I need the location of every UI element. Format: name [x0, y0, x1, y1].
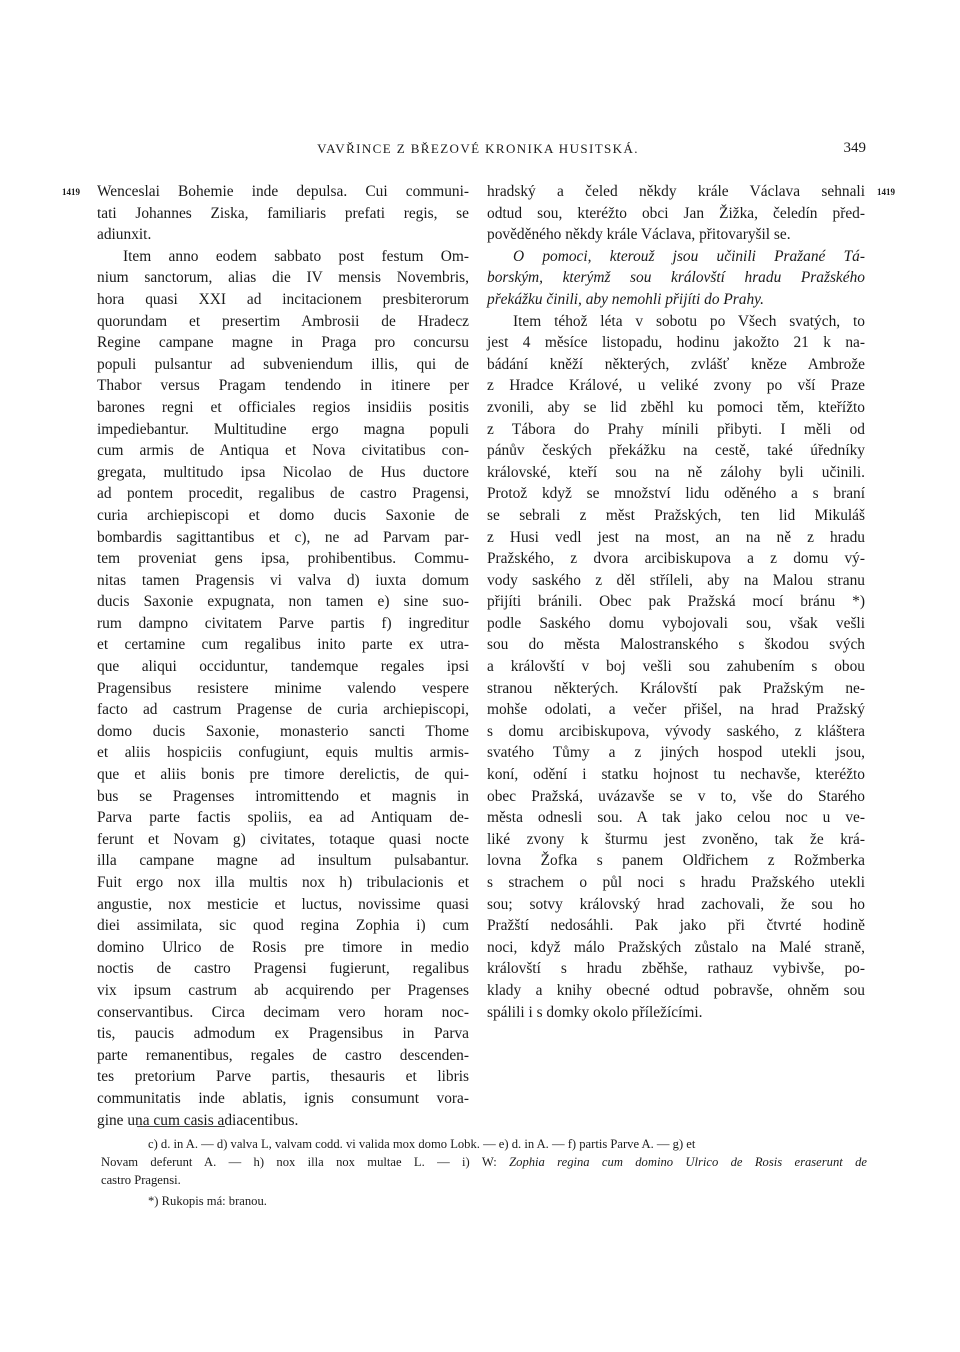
footnote-line-2a: Novam deferunt A. — h) nox illa nox multae L. — i) W: [101, 1155, 497, 1169]
czech-line: jest 4 měsíce listopadu, hodinu jakožto 21 k na- [487, 334, 865, 352]
czech-line: sou; sotvy královský hrad zachovali, že sou ho [487, 895, 865, 913]
latin-line: Fuit ergo nox illa multis nox h) tribulacionis et [97, 874, 469, 891]
czech-line: podle Saského domu vybojovali sou, však vešli [487, 614, 865, 632]
latin-line: ferunt et Novam g) civitates, totaque quasi nocte [97, 830, 469, 848]
latin-line: barones regni et officiales regios insidiis positis [97, 398, 469, 416]
latin-line: Parva parte factis spoliis, ea ad Antiquam de- [97, 809, 469, 827]
czech-line: z Hradce Králové, u veliké zvony po vší Praze [487, 377, 865, 395]
czech-line: vody saského z děl stříleli, aby na Malou stranu [487, 571, 865, 589]
latin-line: tem proveniat gens ipsa, prohibentibus. Commu- [97, 550, 469, 568]
czech-line: koní, odění i statku hojnost tu nechavše, kteréžto [487, 766, 865, 784]
running-title: VAVŘINCE Z BŘEZOVÉ KRONIKA HUSITSKÁ. [317, 141, 639, 156]
czech-line: svatého Tůmy a z jiných hospod utekli jsou, [487, 744, 865, 762]
latin-line: bombardis sagittantibus et c), ne ad Parvam par- [97, 528, 469, 546]
footnote-rukopis: *) Rukopis má: branou. [148, 1194, 267, 1208]
latin-line: Item anno eodem sabbato post festum Om- [123, 247, 469, 265]
czech-line: přijíti bránili. Obec pak Pražská mocí bránu *) [487, 593, 865, 611]
latin-line: rum dampno civitatem Parve partis f) ingreditur [97, 614, 469, 632]
latin-line: gregata, multitudo ipsa Nicolao de Hus ductore [97, 463, 469, 481]
latin-line: et aliis hospiciis confugiunt, equis multis armis- [97, 744, 469, 762]
czech-line: Item téhož léta v sobotu po Všech svatých, to [513, 312, 865, 330]
latin-line: ad pontem procedit, regalibus de castro Pragensi, [97, 485, 469, 503]
footnote-line-3: castro Pragensi. [101, 1173, 181, 1187]
latin-line: tati Johannes Ziska, familiaris prefati regis, se [97, 204, 469, 222]
latin-line: vix ipsum castrum ab acquirendo per Pragenses [97, 981, 469, 999]
czech-line: hradský a čeled někdy krále Václava sehnali [487, 183, 865, 200]
latin-line: tes pretorium Parve partis, thesauris et libris [97, 1068, 469, 1086]
latin-line: facto ad castrum Pragense de curia archiepiscopi, [97, 701, 469, 719]
czech-line: zvonili, aby se lid zběhl ku pomoci těm, kteřížto [487, 398, 865, 416]
czech-line: Protož když se množství lidu oděného a s braní [487, 485, 865, 503]
latin-line: illa campane magne ad insultum pulsabantur. [97, 852, 469, 870]
latin-line: quorundam et presertim Ambrosii de Hradecz [97, 312, 469, 330]
czech-line: města odnesli sou. A tak jako celou noc u ve- [487, 809, 865, 827]
czech-line: pověděného někdy krále Václava, přitovaryšil se. [487, 226, 791, 244]
czech-line: z Husi vedl jest na most, an na ně z hradu [487, 528, 865, 546]
latin-line: Regine campane magne in Praga pro concursu [97, 334, 469, 352]
czech-line: a královští v boj vešli sou zahubením s obou [487, 658, 865, 676]
latin-line: conservantibus. Circa decimam vero horam noc- [97, 1003, 469, 1021]
latin-line: curia archiepiscopi et domo ducis Saxonie de [97, 506, 469, 524]
czech-line: Pražského, z dvora arcibiskupova a z domu vý- [487, 550, 865, 568]
latin-line: ducis Saxonie expugnata, non tamen e) sine suo- [97, 593, 469, 611]
latin-line: populi pulsantur ad subveniendum illis, qui de [97, 355, 469, 373]
czech-column [487, 181, 865, 1023]
czech-line: stranou některých. Královští pak Pražským ne- [487, 679, 865, 697]
latin-line: adiunxit. [97, 226, 152, 244]
czech-line: s strachem o půl noci s hradu Pražského utekli [487, 874, 865, 891]
latin-line: que et aliis bonis pre timore derelictis, de qui- [97, 766, 469, 784]
footnote-line-1: c) d. in A. — d) valva L, valvam codd. vi valida mox domo Lobk. — e) d. in A. — f) partis Parve A. — g) et [148, 1137, 696, 1151]
czech-line: z Tábora do Prahy mínili přibyti. I měli od [487, 420, 865, 438]
czech-line: královské, kteří sou na ně zálohy byli učinili. [487, 463, 865, 481]
czech-line: noci, když málo Pražských zůstalo na Malé straně, [487, 938, 865, 956]
running-head [86, 141, 870, 163]
czech-line: pánův českých překážku na cestě, také úředníky [487, 442, 865, 460]
latin-column [97, 181, 469, 1131]
czech-line: klady a knihy obecné odtud pobravše, ohněm sou [487, 981, 865, 999]
czech-line: liké zvony k šturmu jest zvoněno, tak že krá- [487, 830, 865, 848]
czech-line: překážku činili, aby nemohli přijíti do Prahy. [487, 290, 764, 308]
latin-line: parte remanentibus, regales de castro descenden- [97, 1046, 469, 1064]
latin-line: que aliqui occiduntur, tandemque regales ipsi [97, 658, 469, 676]
latin-line: bus se Pragenses intromittendo et magnis in [97, 787, 469, 805]
latin-line: cum armis de Antiqua et Nova civitatibus con- [97, 442, 469, 460]
czech-line: bádání kněží některých, zvlášť kněze Ambrože [487, 355, 865, 373]
czech-line: královští s hradu zběhše, rathauz vybivše, po- [487, 960, 865, 978]
latin-line: impediebantur. Multitudine ergo magna populi [97, 420, 469, 438]
latin-line: Thabor versus Pragam tendendo in itinere per [97, 377, 469, 395]
czech-line: odtud sou, kteréžto obci Jan Žižka, čeledín před- [487, 204, 865, 222]
latin-line: diei assimilata, sic quod regina Zophia i) cum [97, 917, 469, 935]
latin-line: hora quasi XXI ad incitacionem presbiterorum [97, 290, 469, 308]
czech-line: Pražští nedosáhli. Pak jako při čtvrté hodině [487, 917, 865, 935]
page-number: 349 [843, 140, 866, 156]
margin-year-right: 1419 [877, 187, 895, 197]
czech-line: se sebrali z měst Pražských, ten lid Mikuláš [487, 506, 865, 524]
czech-line: s domu arcibiskupova, vývody saského, z kláštera [487, 722, 865, 740]
czech-line: sou do města Malostranského s škodou svých [487, 636, 865, 654]
latin-line: et certamine cum regalibus inito parte ex utra- [97, 636, 469, 654]
czech-line: borským, kterýmž sou královští hradu Pražského [487, 269, 865, 287]
czech-line: obec Pražská, uvázavše se v to, vše do Starého [487, 787, 865, 805]
latin-line: noctis de castro Pragensi fugierunt, regalibus [97, 960, 469, 978]
footnote-rule [137, 1126, 225, 1127]
footnote-line-2 [101, 1153, 867, 1171]
latin-line: domino Ulrico de Rosis pre timore in medio [97, 938, 469, 956]
latin-line: tis, paucis admodum ex Pragensibus in Parva [97, 1025, 469, 1043]
latin-line: Wenceslai Bohemie inde depulsa. Cui communi- [97, 183, 469, 200]
czech-line: O pomoci, kterouž jsou učinili Pražané Tá- [513, 247, 865, 265]
czech-line: mohše odolati, a večer přišel, na hrad Pražský [487, 701, 865, 719]
latin-line: domo ducis Saxonie, monasterio sancti Thome [97, 722, 469, 740]
czech-line: spálili i s domky okolo příležícími. [487, 1003, 703, 1021]
latin-line: gine una cum casis adiacentibus. [97, 1111, 299, 1129]
footnotes [101, 1135, 867, 1189]
latin-line: nium sanctorum, alias die IV mensis Novembris, [97, 269, 469, 287]
latin-line: Pragensibus resistere minime valendo vespere [97, 679, 469, 697]
latin-line: angustie, nox mesticie et luctus, novissime quasi [97, 895, 469, 913]
czech-line: lovna Žofka s panem Oldřichem z Rožmberka [487, 852, 865, 870]
latin-line: nitas tamen Pragensis vi valva d) iuxta domum [97, 571, 469, 589]
margin-year-left: 1419 [62, 187, 80, 197]
footnote-line-2b: Zophia regina cum domino Ulrico de Rosis eraserunt de [509, 1155, 867, 1169]
latin-line: communitatis inde ablatis, ignis consumunt vora- [97, 1089, 469, 1107]
